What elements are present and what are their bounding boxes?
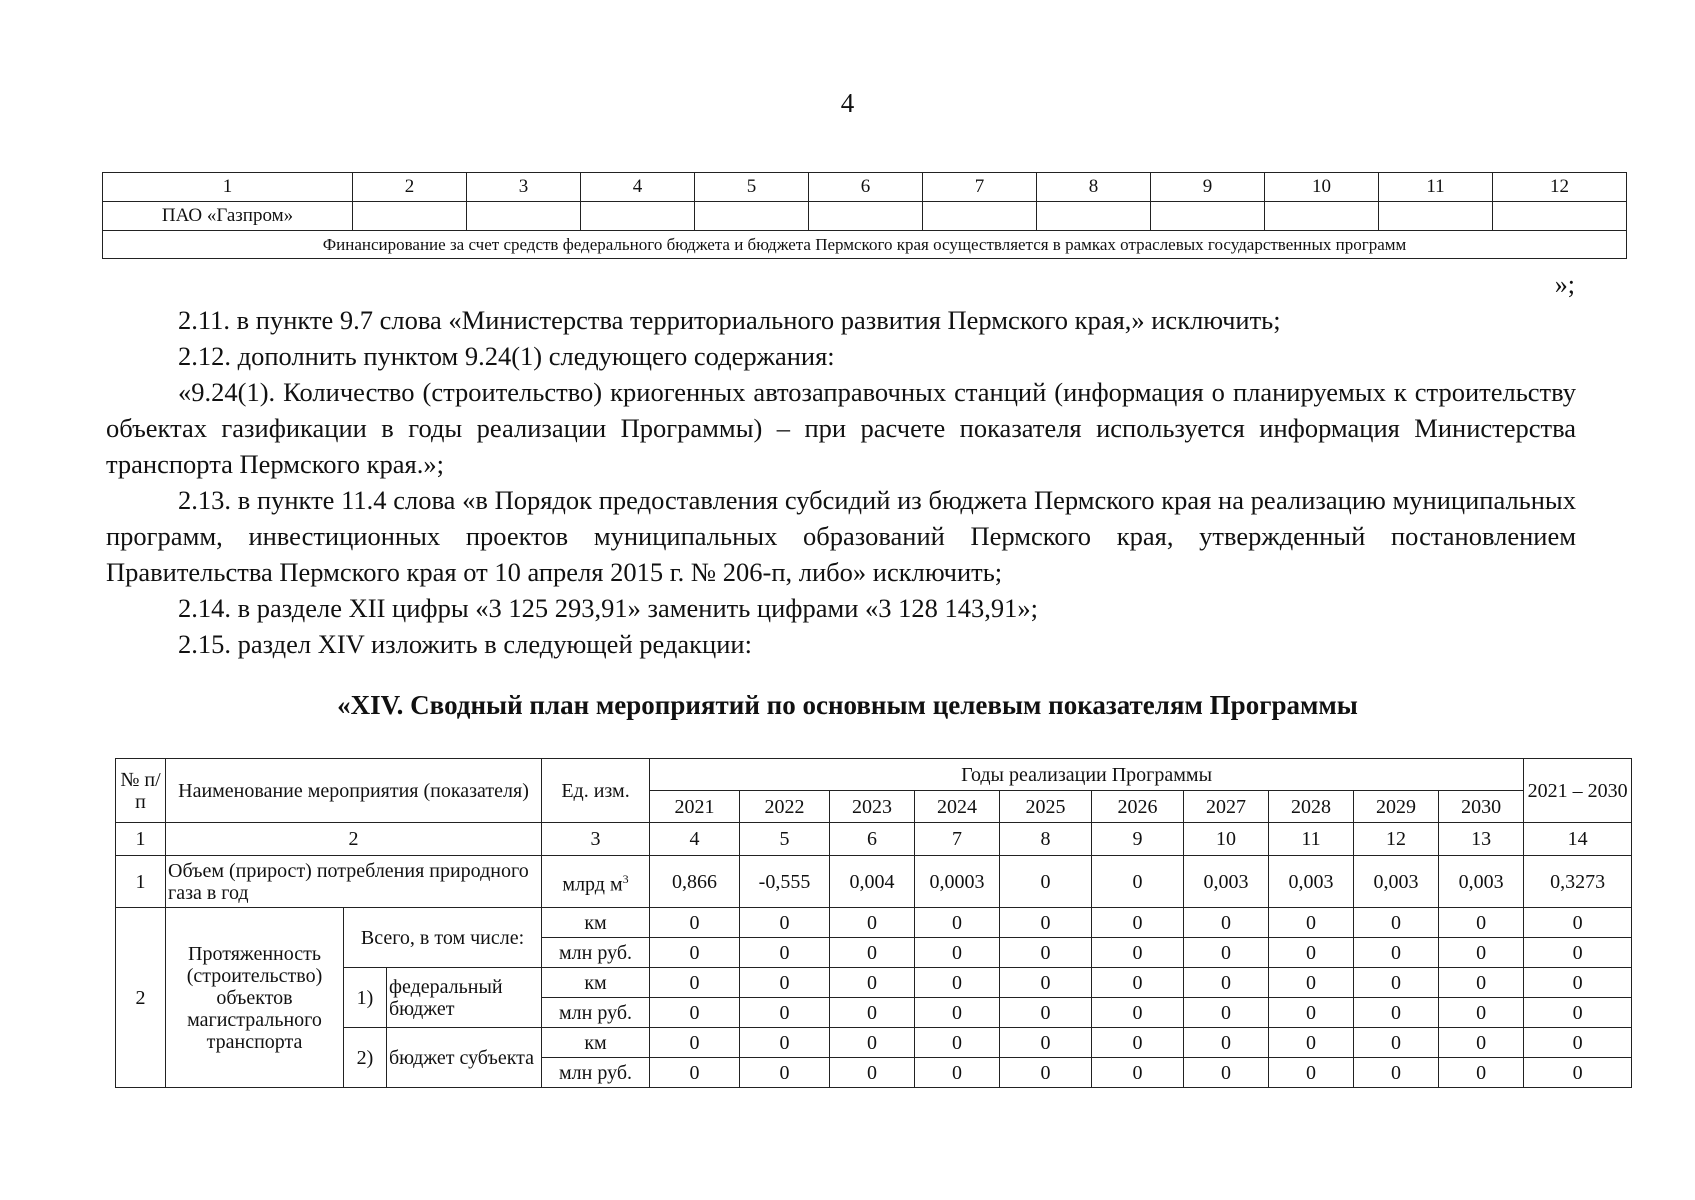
value-cell: 0 bbox=[650, 938, 740, 968]
col-number: 14 bbox=[1524, 823, 1632, 856]
value-cell: 0 bbox=[1354, 968, 1439, 998]
value-cell: 0 bbox=[1524, 938, 1632, 968]
value-cell: 0 bbox=[1269, 1028, 1354, 1058]
value-cell: 0 bbox=[1439, 1058, 1524, 1088]
paragraph-2-12: 2.12. дополнить пунктом 9.24(1) следующего содержания: bbox=[178, 341, 835, 371]
value-cell: 0 bbox=[1354, 908, 1439, 938]
value-cell: 0 bbox=[740, 908, 830, 938]
value-cell: 0 bbox=[830, 1028, 915, 1058]
unit-text: млрд м bbox=[562, 873, 623, 896]
empty-cell bbox=[1037, 202, 1151, 231]
value-cell: 0 bbox=[1000, 938, 1092, 968]
col-number: 4 bbox=[650, 823, 740, 856]
value-cell: 0 bbox=[1000, 968, 1092, 998]
value-cell: 0 bbox=[1524, 968, 1632, 998]
empty-cell bbox=[1151, 202, 1265, 231]
value-cell: 0,004 bbox=[830, 856, 915, 908]
value-cell: 0,003 bbox=[1269, 856, 1354, 908]
value-cell: 0,003 bbox=[1354, 856, 1439, 908]
unit-cell: км bbox=[542, 908, 650, 938]
paragraph-2-11: 2.11. в пункте 9.7 слова «Министерства территориального развития Пермского края,» исключить; bbox=[178, 305, 1281, 335]
value-cell: 0 bbox=[1354, 938, 1439, 968]
year-cell: 2027 bbox=[1184, 791, 1269, 823]
header-cell: 6 bbox=[809, 173, 923, 202]
table-row bbox=[103, 202, 1627, 231]
value-cell: 0 bbox=[1439, 968, 1524, 998]
value-cell: 0 bbox=[1000, 998, 1092, 1028]
value-cell: 0 bbox=[1524, 1058, 1632, 1088]
row-number: 1 bbox=[116, 856, 166, 908]
value-cell: 0 bbox=[1269, 908, 1354, 938]
empty-cell bbox=[1493, 202, 1627, 231]
value-cell: 0 bbox=[1439, 1028, 1524, 1058]
year-cell: 2029 bbox=[1354, 791, 1439, 823]
paragraph-9-24-1: «9.24(1). Количество (строительство) криогенных автозаправочных станций (информация о планируемых к строительству объектах газификации в годы реализации Программы) – при расчете показателя используется информация Министерства транспорта Пермского края.»; bbox=[106, 377, 1576, 479]
value-cell: 0 bbox=[740, 968, 830, 998]
header-cell: 2 bbox=[353, 173, 467, 202]
unit-superscript: 3 bbox=[622, 871, 629, 886]
value-cell: 0 bbox=[650, 998, 740, 1028]
col-number: 9 bbox=[1092, 823, 1184, 856]
unit-cell: млн руб. bbox=[542, 938, 650, 968]
header-cell: 1 bbox=[103, 173, 353, 202]
value-cell: 0 bbox=[650, 968, 740, 998]
value-cell: 0 bbox=[1000, 908, 1092, 938]
year-cell: 2025 bbox=[1000, 791, 1092, 823]
value-cell: 0 bbox=[915, 1028, 1000, 1058]
years-header: Годы реализации Программы bbox=[650, 759, 1524, 791]
total-label: Всего, в том числе: bbox=[344, 908, 542, 968]
year-cell: 2028 bbox=[1269, 791, 1354, 823]
empty-cell bbox=[809, 202, 923, 231]
unit-cell: км bbox=[542, 968, 650, 998]
value-cell: 0 bbox=[1184, 968, 1269, 998]
header-cell: 3 bbox=[467, 173, 581, 202]
col-number: 3 bbox=[542, 823, 650, 856]
value-cell: 0 bbox=[1092, 998, 1184, 1028]
col-number: 7 bbox=[915, 823, 1000, 856]
table-row bbox=[116, 908, 1632, 938]
row-label-gazprom: ПАО «Газпром» bbox=[103, 202, 353, 231]
header-cell: 7 bbox=[923, 173, 1037, 202]
value-cell: 0 bbox=[1524, 908, 1632, 938]
value-cell: 0 bbox=[1439, 938, 1524, 968]
total-header: 2021 – 2030 bbox=[1524, 759, 1632, 823]
value-cell: 0 bbox=[1092, 938, 1184, 968]
financing-note: Финансирование за счет средств федерального бюджета и бюджета Пермского края осуществляется в рамках отраслевых государственных программ bbox=[103, 231, 1627, 259]
amendment-paragraphs bbox=[106, 302, 1576, 662]
value-cell: 0 bbox=[915, 938, 1000, 968]
paragraph-2-15: 2.15. раздел XIV изложить в следующей редакции: bbox=[178, 629, 752, 659]
value-cell: 0 bbox=[1354, 1028, 1439, 1058]
value-cell: 0 bbox=[1000, 856, 1092, 908]
value-cell: 0 bbox=[1354, 1058, 1439, 1088]
year-cell: 2024 bbox=[915, 791, 1000, 823]
value-cell: 0 bbox=[650, 1058, 740, 1088]
table-row bbox=[103, 231, 1627, 259]
empty-cell bbox=[467, 202, 581, 231]
value-cell: 0 bbox=[1000, 1028, 1092, 1058]
value-cell: 0,866 bbox=[650, 856, 740, 908]
paragraph-2-13: 2.13. в пункте 11.4 слова «в Порядок предоставления субсидий из бюджета Пермского края на реализацию муниципальных программ, инвестиционных проектов муниципальных образований Пермского края, утвержденный постановлением Правительства Пермского края от 10 апреля 2015 г. № 206-п, либо» исключить; bbox=[106, 485, 1576, 587]
sub-number: 2) bbox=[344, 1028, 387, 1088]
col-number: 6 bbox=[830, 823, 915, 856]
value-cell: 0 bbox=[830, 1058, 915, 1088]
value-cell: 0,0003 bbox=[915, 856, 1000, 908]
value-cell: 0 bbox=[1524, 998, 1632, 1028]
value-cell: 0 bbox=[1439, 998, 1524, 1028]
value-cell: 0 bbox=[830, 998, 915, 1028]
table-row bbox=[116, 856, 1632, 908]
unit-cell: млн руб. bbox=[542, 1058, 650, 1088]
value-cell: 0 bbox=[1092, 1058, 1184, 1088]
value-cell: 0 bbox=[1269, 998, 1354, 1028]
header-cell: 10 bbox=[1265, 173, 1379, 202]
value-cell: 0 bbox=[1092, 908, 1184, 938]
value-cell: 0 bbox=[1269, 938, 1354, 968]
value-cell: 0 bbox=[830, 968, 915, 998]
table-row bbox=[116, 1028, 1632, 1058]
column-number-row bbox=[103, 173, 1627, 202]
name-header: Наименование мероприятия (показателя) bbox=[166, 759, 542, 823]
empty-cell bbox=[581, 202, 695, 231]
empty-cell bbox=[695, 202, 809, 231]
sub-label-regional: бюджет субъекта bbox=[387, 1028, 542, 1088]
col-number: 11 bbox=[1269, 823, 1354, 856]
value-cell: 0 bbox=[740, 1058, 830, 1088]
value-cell: 0 bbox=[830, 908, 915, 938]
empty-cell bbox=[923, 202, 1037, 231]
value-cell: 0 bbox=[1184, 1028, 1269, 1058]
value-cell: 0 bbox=[915, 1058, 1000, 1088]
unit-cell bbox=[542, 856, 650, 908]
year-cell: 2022 bbox=[740, 791, 830, 823]
value-cell: 0 bbox=[1269, 1058, 1354, 1088]
value-cell: 0 bbox=[915, 908, 1000, 938]
value-cell: 0 bbox=[740, 1028, 830, 1058]
value-cell: 0 bbox=[915, 998, 1000, 1028]
table-row bbox=[116, 968, 1632, 998]
plan-table bbox=[115, 758, 1632, 1088]
year-cell: 2030 bbox=[1439, 791, 1524, 823]
value-cell: 0 bbox=[1184, 1058, 1269, 1088]
num-header: № п/п bbox=[116, 759, 166, 823]
value-cell: 0,003 bbox=[1439, 856, 1524, 908]
value-cell: 0 bbox=[740, 998, 830, 1028]
paragraph-2-14: 2.14. в разделе XII цифры «3 125 293,91» заменить цифрами «3 128 143,91»; bbox=[178, 593, 1039, 623]
indicator-name: Объем (прирост) потребления природного газа в год bbox=[166, 856, 542, 908]
closing-quote: »; bbox=[1554, 270, 1575, 299]
value-cell: -0,555 bbox=[740, 856, 830, 908]
header-row bbox=[116, 759, 1632, 791]
value-cell: 0 bbox=[1184, 938, 1269, 968]
unit-header: Ед. изм. bbox=[542, 759, 650, 823]
col-number: 13 bbox=[1439, 823, 1524, 856]
value-cell: 0 bbox=[650, 908, 740, 938]
value-cell: 0 bbox=[1092, 968, 1184, 998]
col-number: 1 bbox=[116, 823, 166, 856]
value-cell: 0 bbox=[1439, 908, 1524, 938]
col-number: 8 bbox=[1000, 823, 1092, 856]
value-cell: 0 bbox=[1524, 1028, 1632, 1058]
header-cell: 9 bbox=[1151, 173, 1265, 202]
value-cell: 0 bbox=[1000, 1058, 1092, 1088]
sub-label-federal: федеральный бюджет bbox=[387, 968, 542, 1028]
continued-table bbox=[102, 172, 1627, 259]
year-cell: 2021 bbox=[650, 791, 740, 823]
header-cell: 11 bbox=[1379, 173, 1493, 202]
unit-cell: млн руб. bbox=[542, 998, 650, 1028]
value-cell: 0 bbox=[1092, 1028, 1184, 1058]
header-cell: 12 bbox=[1493, 173, 1627, 202]
col-number: 10 bbox=[1184, 823, 1269, 856]
empty-cell bbox=[353, 202, 467, 231]
value-cell: 0 bbox=[830, 938, 915, 968]
value-cell: 0 bbox=[1354, 998, 1439, 1028]
year-cell: 2026 bbox=[1092, 791, 1184, 823]
value-cell: 0 bbox=[1184, 908, 1269, 938]
row-number: 2 bbox=[116, 908, 166, 1088]
value-cell: 0,3273 bbox=[1524, 856, 1632, 908]
section-title: «XIV. Сводный план мероприятий по основным целевым показателям Программы bbox=[337, 690, 1358, 720]
header-cell: 4 bbox=[581, 173, 695, 202]
value-cell: 0 bbox=[915, 968, 1000, 998]
page-number: 4 bbox=[840, 88, 855, 118]
indicator-name: Протяженность (строительство) объектов магистрального транспорта bbox=[166, 908, 344, 1088]
sub-number: 1) bbox=[344, 968, 387, 1028]
empty-cell bbox=[1379, 202, 1493, 231]
value-cell: 0 bbox=[1184, 998, 1269, 1028]
value-cell: 0 bbox=[1092, 856, 1184, 908]
column-number-row bbox=[116, 823, 1632, 856]
col-number: 2 bbox=[166, 823, 542, 856]
value-cell: 0 bbox=[650, 1028, 740, 1058]
year-cell: 2023 bbox=[830, 791, 915, 823]
empty-cell bbox=[1265, 202, 1379, 231]
value-cell: 0,003 bbox=[1184, 856, 1269, 908]
value-cell: 0 bbox=[1269, 968, 1354, 998]
unit-cell: км bbox=[542, 1028, 650, 1058]
header-cell: 5 bbox=[695, 173, 809, 202]
col-number: 5 bbox=[740, 823, 830, 856]
header-cell: 8 bbox=[1037, 173, 1151, 202]
col-number: 12 bbox=[1354, 823, 1439, 856]
value-cell: 0 bbox=[740, 938, 830, 968]
